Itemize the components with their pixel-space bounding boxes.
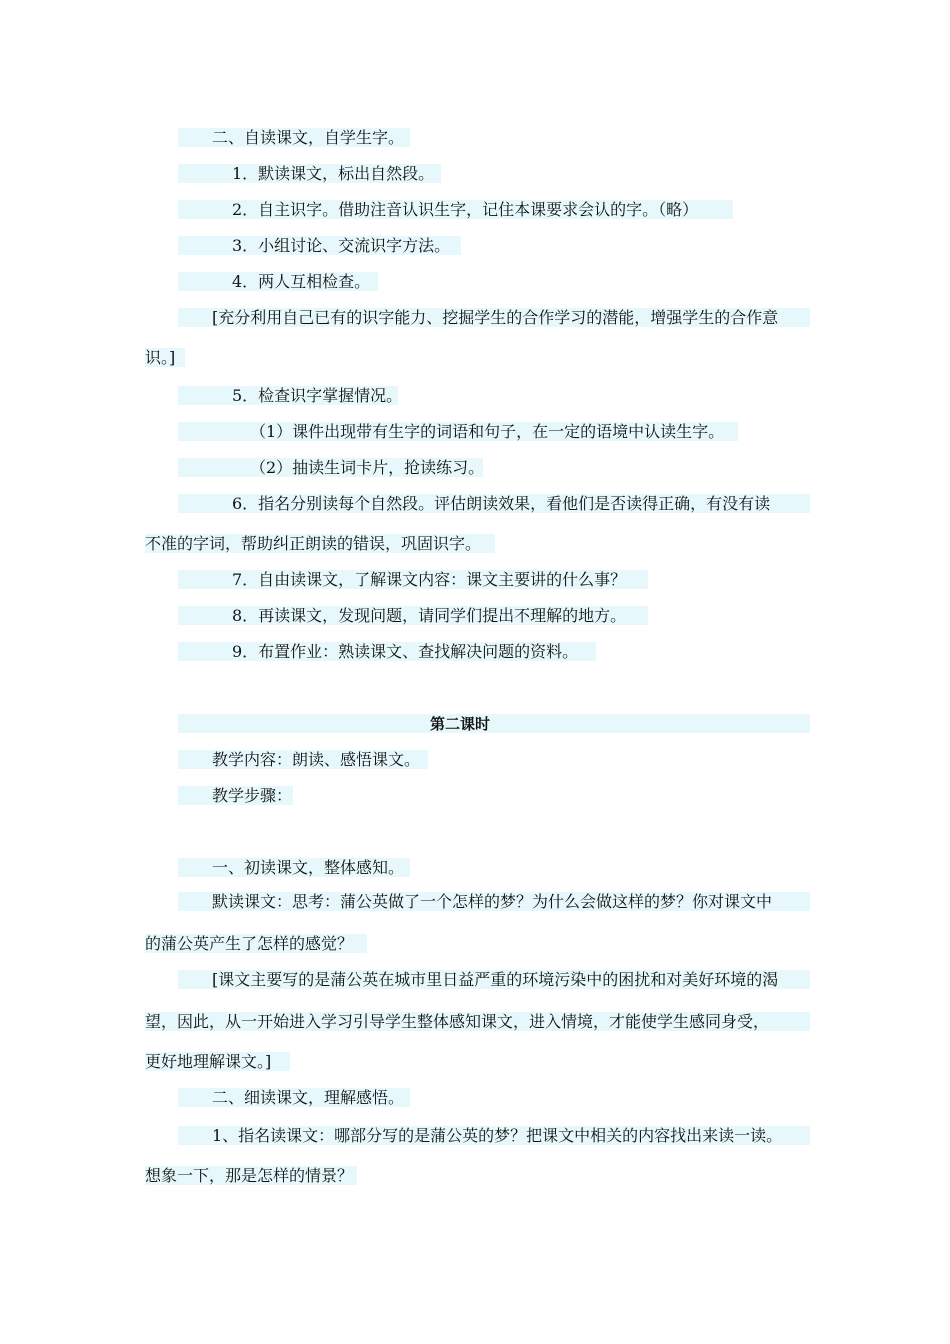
paragraph: 想象一下，那是怎样的情景？ bbox=[145, 1166, 354, 1185]
step-item: 9．布置作业：熟读课文、查找解决问题的资料。 bbox=[232, 642, 579, 661]
paragraph: 的蒲公英产生了怎样的感觉？ bbox=[145, 934, 354, 953]
note-paragraph: [充分利用自己已有的识字能力、挖掘学生的合作学习的潜能，增强学生的合作意 bbox=[212, 308, 779, 327]
step-item: 4．两人互相检查。 bbox=[232, 272, 371, 291]
step-item-continued: 不准的字词，帮助纠正朗读的错误，巩固识字。 bbox=[145, 534, 482, 553]
sub-step-item: （1）课件出现带有生字的词语和句子，在一定的语境中认读生字。 bbox=[250, 422, 725, 441]
teaching-steps-label: 教学步骤： bbox=[212, 786, 293, 805]
teaching-content: 教学内容：朗读、感悟课文。 bbox=[212, 750, 421, 769]
section-heading: 二、自读课文，自学生字。 bbox=[212, 128, 405, 147]
section-heading: 一、初读课文，整体感知。 bbox=[212, 858, 405, 877]
step-item: 3．小组讨论、交流识字方法。 bbox=[232, 236, 451, 255]
paragraph: 1、指名读课文：哪部分写的是蒲公英的梦？把课文中相关的内容找出来读一读。 bbox=[212, 1126, 783, 1145]
lesson-heading: 第二课时 bbox=[430, 715, 491, 733]
sub-step-item: （2）抽读生词卡片，抢读练习。 bbox=[250, 458, 485, 477]
step-item: 7．自由读课文，了解课文内容：课文主要讲的什么事？ bbox=[232, 570, 627, 589]
step-item: 2．自主识字。借助注音认识生字，记住本课要求会认的字。（略） bbox=[232, 200, 699, 219]
note-paragraph: 更好地理解课文。] bbox=[145, 1052, 272, 1071]
paragraph: 默读课文：思考：蒲公英做了一个怎样的梦？为什么会做这样的梦？你对课文中 bbox=[212, 892, 773, 911]
step-item: 5．检查识字掌握情况。 bbox=[232, 386, 403, 405]
step-item: 8．再读课文，发现问题，请同学们提出不理解的地方。 bbox=[232, 606, 627, 625]
note-paragraph: 望，因此，从一开始进入学习引导学生整体感知课文，进入情境，才能使学生感同身受， bbox=[145, 1012, 770, 1031]
section-heading: 二、细读课文，理解感悟。 bbox=[212, 1088, 405, 1107]
step-item: 6．指名分别读每个自然段。评估朗读效果，看他们是否读得正确，有没有读 bbox=[232, 494, 771, 513]
note-paragraph: [课文主要写的是蒲公英在城市里日益严重的环境污染中的困扰和对美好环境的渴 bbox=[212, 970, 779, 989]
step-item: 1．默读课文，标出自然段。 bbox=[232, 164, 435, 183]
note-paragraph: 识。] bbox=[145, 348, 176, 367]
